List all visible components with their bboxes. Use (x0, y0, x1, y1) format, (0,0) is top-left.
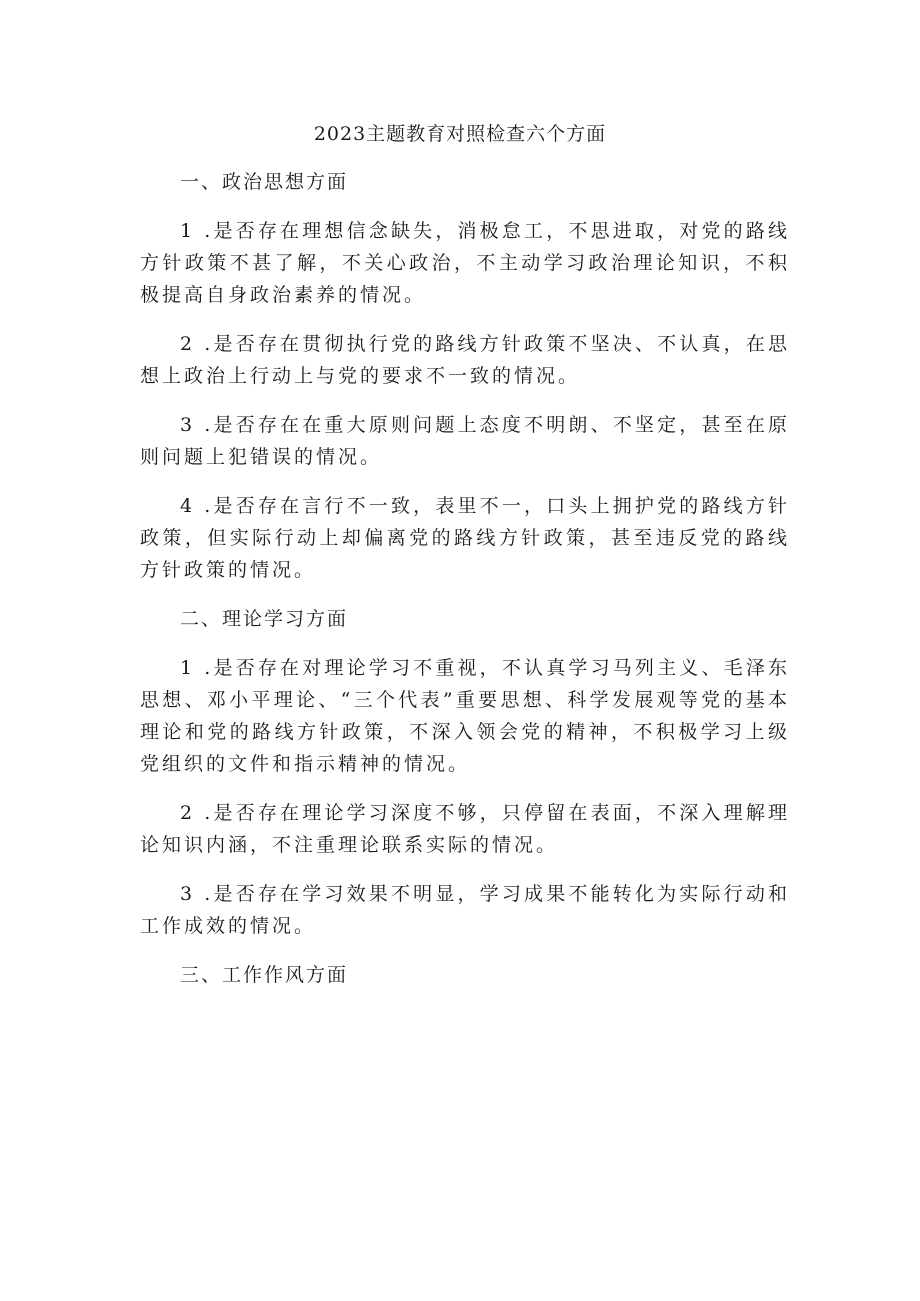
document-body (140, 166, 790, 991)
section-1-paragraph-2: 2 .是否存在贯彻执行党的路线方针政策不坚决、不认真，在思想上政治上行动上与党的要求不一致的情况。 (140, 333, 790, 387)
section-1-paragraph-1: 1 .是否存在理想信念缺失，消极怠工，不思进取，对党的路线方针政策不甚了解，不关心政治，不主动学习政治理论知识，不积极提高自身政治素养的情况。 (140, 220, 790, 306)
section-heading-1: 一、政治思想方面 (180, 171, 349, 193)
section-1-paragraph-3: 3 .是否存在在重大原则问题上态度不明朗、不坚定，甚至在原则问题上犯错误的情况。 (140, 414, 790, 468)
document-title: 2023主题教育对照检查六个方面 (313, 123, 607, 145)
section-heading-3: 三、工作作风方面 (180, 964, 349, 986)
section-heading-2: 二、理论学习方面 (180, 608, 349, 630)
section-2-paragraph-2: 2 .是否存在理论学习深度不够，只停留在表面，不深入理解理论知识内涵，不注重理论联系实际的情况。 (140, 802, 790, 856)
section-2-paragraph-3: 3 .是否存在学习效果不明显，学习成果不能转化为实际行动和工作成效的情况。 (140, 883, 790, 937)
section-2-paragraph-1: 1 .是否存在对理论学习不重视，不认真学习马列主义、毛泽东思想、邓小平理论、“三个代表”重要思想、科学发展观等党的基本理论和党的路线方针政策，不深入领会党的精神，不积极学习上级党组织的文件和指示精神的情况。 (140, 657, 790, 775)
section-1-paragraph-4: 4 .是否存在言行不一致，表里不一，口头上拥护党的路线方针政策，但实际行动上却偏离党的路线方针政策，甚至违反党的路线方针政策的情况。 (140, 495, 790, 581)
